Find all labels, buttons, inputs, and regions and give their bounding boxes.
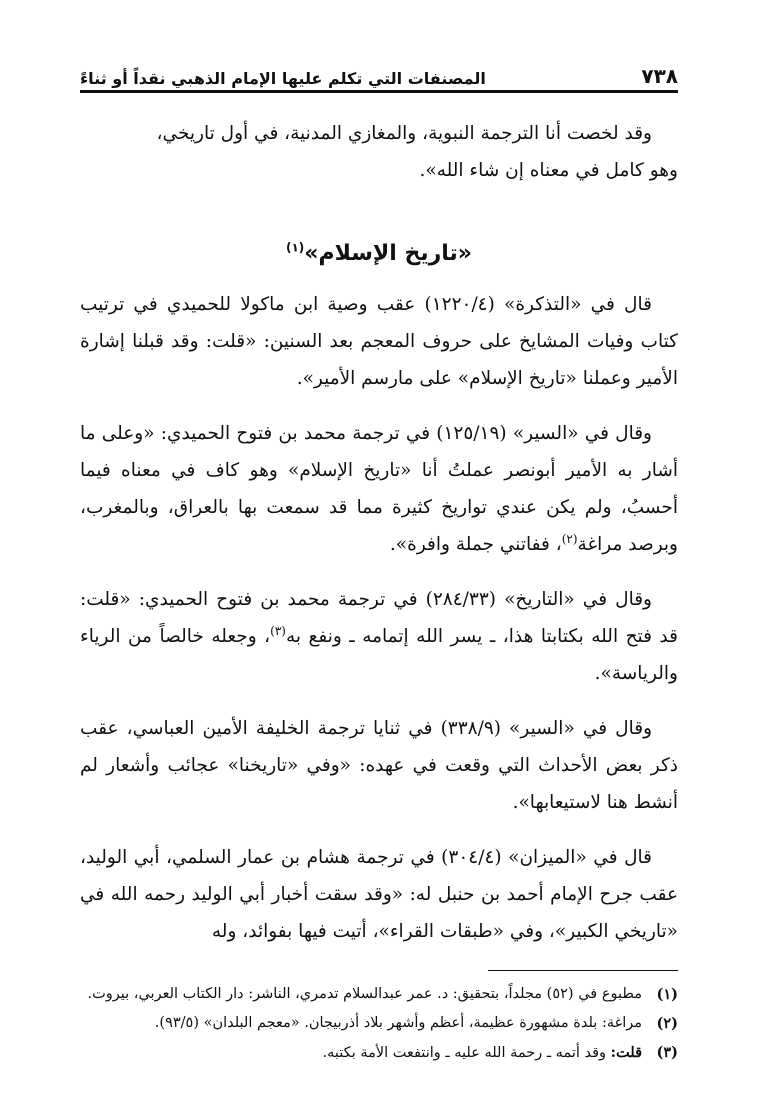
footnote-number: (١) (656, 986, 678, 1003)
running-title: المصنفات التي تكلم عليها الإمام الذهبي نقداً أو ثناءً (80, 69, 486, 88)
footnote-number: (٣) (656, 1044, 678, 1061)
paragraph-4: وقال في «السير» (٣٣٨/٩) في ثنايا ترجمة الخليفة الأمين العباسي، عقب ذكر بعض الأحداث التي وقعت في عهده: «وفي «تاريخنا» عجائب وأشعار لم أنشط هنا لاستيعابها». (80, 718, 678, 813)
footnote-item (80, 1010, 678, 1037)
section-heading (80, 241, 678, 266)
footnote-text: مراغة: بلدة مشهورة عظيمة، أعظم وأشهر بلاد أذربيجان. «معجم البلدان» (٩٣/٥). (154, 1015, 642, 1031)
footnote-text (80, 1039, 642, 1067)
main-text (80, 115, 678, 950)
footnote-number: (٢) (656, 1015, 678, 1032)
section-title-footnote-ref: (١) (285, 240, 305, 255)
footnote-divider (488, 970, 678, 971)
footnote-text: مطبوع في (٥٢) مجلداً، بتحقيق: د. عمر عبدالسلام تدمري، الناشر: دار الكتاب العربي، بيروت. (87, 986, 642, 1002)
paragraph-3-text-a: وقال في «التاريخ» (٢٨٤/٣٣) في ترجمة محمد بن فتوح الحميدي: «قلت: قد فتح الله بكتابتا هذا، ـ يسر الله إتمامه ـ ونفع به (80, 589, 678, 647)
paragraph-1: قال في «التذكرة» (١٢٢٠/٤) عقب وصية ابن ماكولا للحميدي في ترتيب كتاب وفيات المشايخ على حروف المعجم بعد السنين: «قلت: وقد قبلنا إشارة الأمير وعملنا «تاريخ الإسلام» على مارسم الأمير». (80, 294, 678, 389)
footnotes (80, 981, 678, 1067)
footnote-text-rest: وقد أتمه ـ رحمة الله عليه ـ وانتفعت الأمة بكتبه. (322, 1045, 611, 1061)
footnote-item (80, 1039, 678, 1067)
paragraph-2-text-a: وقال في «السير» (١٢٥/١٩) في ترجمة محمد بن فتوح الحميدي: «وعلى ما أشار به الأمير أبونصر عملتُ أنا «تاريخ الإسلام» وهو كاف في معناه فيما أحسبُ، ولم يكن عندي تواريخ كثيرة مما قد سمعت بها بالعراق، وبالمغرب، وبرصد مراغة (80, 423, 678, 555)
page-header (80, 56, 678, 93)
paragraph-2-text-b: ، ففاتني جملة وافرة». (389, 534, 562, 555)
paragraph-3-footnote-ref: (٣) (270, 623, 286, 638)
paragraph-3 (80, 581, 678, 692)
page-number: ٧٣٨ (641, 64, 678, 88)
intro-paragraph (80, 115, 678, 189)
book-page (80, 56, 678, 1068)
intro-line-1: وقد لخصت أنا الترجمة النبوية، والمغازي المدنية، في أول تاريخي، (156, 123, 652, 144)
footnote-item (80, 981, 678, 1008)
paragraph-3-text-b: ، وجعله خالصاً من الرياء والرياسة». (80, 626, 678, 684)
paragraph-2-footnote-ref: (٢) (561, 531, 578, 546)
paragraph-2 (80, 415, 678, 563)
paragraph-5: قال في «الميزان» (٣٠٤/٤) في ترجمة هشام بن عمار السلمي، أبي الوليد، عقب جرح الإمام أحمد بن حنبل له: «وقد سقت أخبار أبي الوليد رحمه الله في «تاريخي الكبير»، وفي «طبقات القراء»، أتيت فيها بفوائد، وله (80, 847, 678, 942)
section-title: «تاريخ الإسلام» (304, 241, 473, 266)
footnote-bold-lead: قلت: (610, 1044, 642, 1061)
intro-line-2: وهو كامل في معناه إن شاء الله». (419, 160, 678, 181)
